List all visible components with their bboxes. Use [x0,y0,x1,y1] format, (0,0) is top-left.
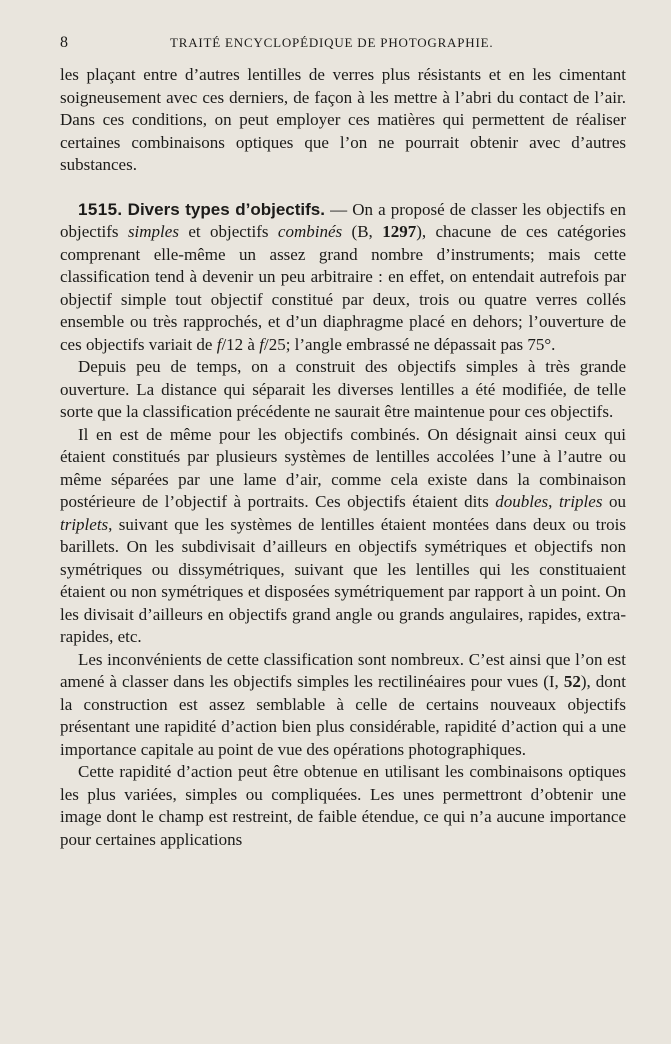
text-run: , suivant que les systèmes de lentilles étaient montées dans deux ou trois barillets. On les subdivisait d’ailleurs en objectifs symétriques et objectifs non symétriques ou dissymétriques, suivant que les lentilles qui les constituaient étaient ou non symétriques et disposées symétriquement par rapport à un point. On les divisait d’ailleurs en objectifs grand angle ou grands angulaires, rapides, extra-rapides, etc. [60,514,626,646]
italic-term: combinés [277,222,343,241]
italic-term: f [259,334,264,354]
page-header [60,34,626,64]
section-paragraph-1 [60,199,626,357]
italic-term: triples [558,492,603,511]
text-block [60,34,626,851]
running-title: TRAITÉ ENCYCLOPÉDIQUE DE PHOTOGRAPHIE. [170,35,494,50]
text-run: ou [602,492,626,511]
text-run: ), dont la construction est assez semblable à celle de certains nouveaux objectifs présentant une rapidité d’action bien plus considérable, rapidité d’action qui a une importance capitale au point de vue des opérations photographiques. [60,672,626,759]
section-title: Divers types d’objectifs. [127,199,325,219]
intro-paragraph: les plaçant entre d’autres lentilles de verres plus résistants et en les cimentant soigneusement avec ces derniers, de façon à les mettre à l’abri du contact de l’air. Dans ces conditions, on peut employer ces matières qui permettent de réaliser certaines combinaisons optiques que l’on ne pourrait obtenir avec d’autres substances. [60,65,626,174]
page-number: 8 [60,34,68,51]
text-run: /25; l’angle embrassé ne dépassait pas 75°. [263,334,556,354]
section-paragraph-4 [60,649,626,762]
text-run: Les inconvénients de cette classification sont nombreux. C’est ainsi que l’on est amené à classer dans les objectifs simples les rectilinéaires pour vues (I, [60,649,626,691]
text-run: — On a proposé de classer les objectifs en objectifs [60,199,626,241]
text-run: /12 à [221,334,260,354]
section-paragraph-2: Depuis peu de temps, on a construit des objectifs simples à très grande ouverture. La distance qui séparait les diverses lentilles a été modifiée, de telle sorte que la classification précédente ne saurait être maintenue pour ces objectifs. [60,357,626,421]
reference-number: 52 [563,672,581,691]
italic-term: simples [127,222,179,241]
text-run: ), chacune de ces catégories comprenant elle-même un assez grand nombre d’instruments; mais cette classification tend à devenir un peu arbitraire : en effet, on entendait autrefois par objectif simple tout objectif constitué par deux, trois ou quatre verres collés ensemble ou très rapprochés, et d’un diaphragme placé en dehors; l’ouverture de ces objectifs variait de [60,222,627,354]
text-run: et objectifs [178,222,278,241]
text-run: (B, [342,222,383,241]
text-run: , [548,492,559,511]
section-paragraph-3 [60,424,626,649]
section-paragraph-5: Cette rapidité d’action peut être obtenue en utilisant les combinaisons optiques les plus variées, simples ou compliquées. Les unes permettront d’obtenir une image dont le champ est restreint, de faible étendue, ce qui n’a aucune importance pour certaines applications [60,762,626,849]
italic-term: triplets [60,514,109,534]
reference-number: 1297 [382,222,417,241]
italic-term: f [216,334,222,354]
text-run: Il en est de même pour les objectifs combinés. On désignait ainsi ceux qui étaient constitués par plusieurs systèmes de lentilles accolées l’une à l’autre ou même séparées par une lame d’air, comme cela existe dans la combinaison postérieure de l’objectif à portraits. Ces objectifs étaient dits [60,424,626,511]
section-number: 1515. [78,199,123,219]
italic-term: doubles [495,492,549,511]
